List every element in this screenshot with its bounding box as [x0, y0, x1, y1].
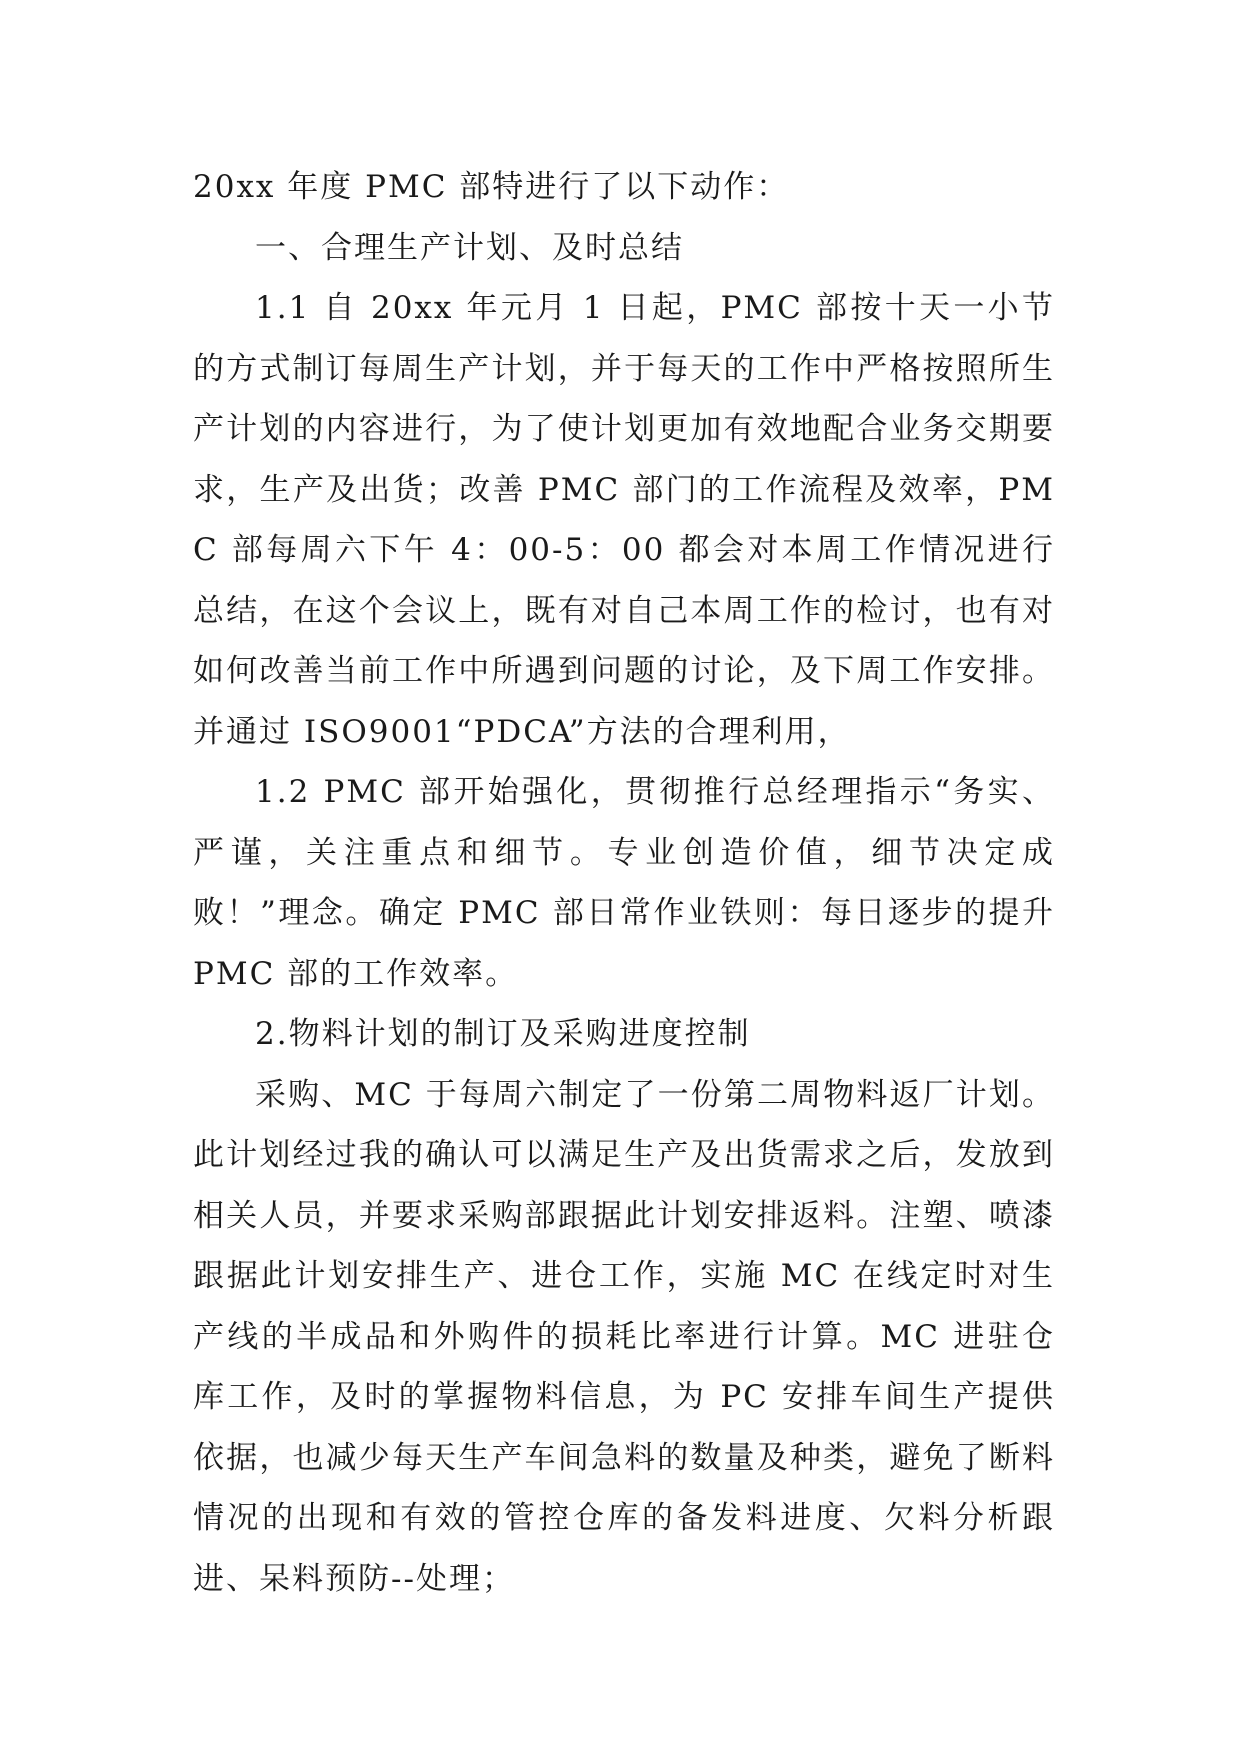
paragraph-intro: 20xx 年度 PMC 部特进行了以下动作： — [193, 169, 790, 205]
paragraph-1-2: 1.2 PMC 部开始强化，贯彻推行总经理指示“务实、严谨，关注重点和细节。专业创造价值，细节决定成败！”理念。确定 PMC 部日常作业铁则：每日逐步的提升 PMC 部的工作效率。 — [193, 774, 1055, 992]
heading-section-1: 一、合理生产计划、及时总结 — [255, 229, 684, 266]
heading-section-2: 2.物料计划的制订及采购进度控制 — [255, 1016, 751, 1052]
document-page — [193, 157, 1055, 1609]
paragraph-2-body: 采购、MC 于每周六制定了一份第二周物料返厂计划。此计划经过我的确认可以满足生产及出货需求之后，发放到相关人员，并要求采购部跟据此计划安排返料。注塑、喷漆跟据此计划安排生产、进仓工作，实施 MC 在线定时对生产线的半成品和外购件的损耗比率进行计算。MC 进驻仓库工作，及时的掌握物料信息，为 PC 安排车间生产提供依据，也减少每天生产车间急料的数量及种类，避免了断料情况的出现和有效的管控仓库的备发料进度、欠料分析跟进、呆料预防--处理； — [193, 1076, 1055, 1597]
paragraph-1-1: 1.1 自 20xx 年元月 1 日起，PMC 部按十天一小节的方式制订每周生产计划，并于每天的工作中严格按照所生产计划的内容进行，为了使计划更加有效地配合业务交期要求，生产及出货；改善 PMC 部门的工作流程及效率，PMC 部每周六下午 4：00-5：00 都会对本周工作情况进行总结，在这个会议上，既有对自己本周工作的检讨，也有对如何改善当前工作中所遇到问题的讨论，及下周工作安排。并通过 ISO9001“PDCA”方法的合理利用， — [193, 290, 1055, 750]
